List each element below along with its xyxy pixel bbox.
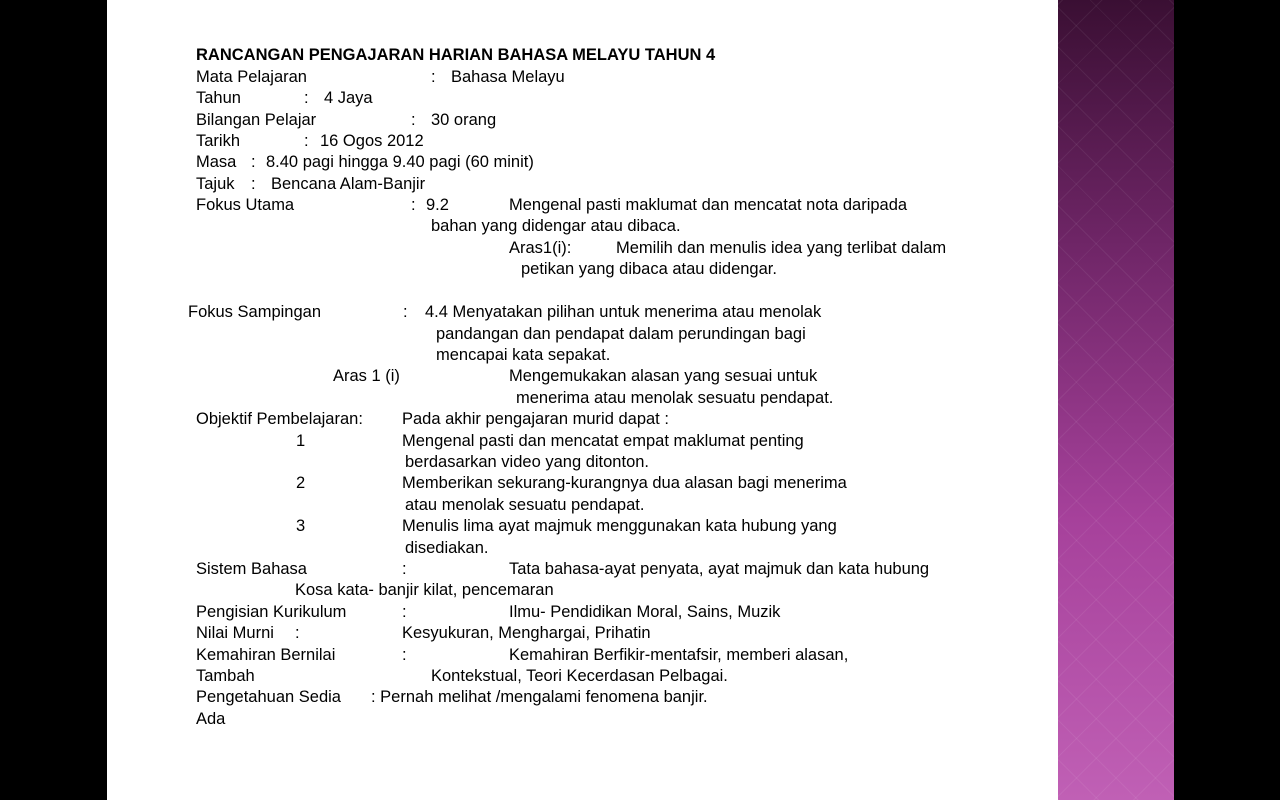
fokus-sampingan-aras-label: Aras 1 (i) [333, 367, 400, 385]
tajuk-value: Bencana Alam-Banjir [271, 175, 426, 193]
fokus-sampingan-label: Fokus Sampingan [188, 303, 321, 321]
bilangan-value: 30 orang [431, 111, 497, 129]
nilai-label: Nilai Murni [196, 624, 274, 642]
objektif-item-number: 1 [296, 432, 306, 450]
fokus-utama-code: 9.2 [426, 196, 449, 214]
objektif-item-line1: Memberikan sekurang-kurangnya dua alasan bagi menerima [402, 474, 847, 492]
fokus-sampingan-line2: pandangan dan pendapat dalam perundingan bagi [436, 325, 806, 343]
bilangan-label: Bilangan Pelajar [196, 111, 317, 129]
separator: : [411, 111, 416, 129]
objektif-item-line1: Mengenal pasti dan mencatat empat maklumat penting [402, 432, 804, 450]
objektif-label: Objektif Pembelajaran: [196, 410, 363, 428]
objektif-item-line2: berdasarkan video yang ditonton. [405, 453, 650, 471]
kemahiran-label-line2: Tambah [196, 667, 255, 685]
fokus-sampingan-line1: 4.4 Menyatakan pilihan untuk menerima atau menolak [425, 303, 822, 321]
tajuk-label: Tajuk [196, 175, 235, 193]
fokus-sampingan-aras-line2: menerima atau menolak sesuatu pendapat. [516, 389, 834, 407]
fokus-utama-aras-label: Aras1(i): [509, 239, 572, 257]
separator: : [251, 153, 256, 171]
kemahiran-line2: Kontekstual, Teori Kecerdasan Pelbagai. [431, 667, 728, 685]
mata-pelajaran-value: Bahasa Melayu [451, 68, 565, 86]
kemahiran-line1: Kemahiran Berfikir-mentafsir, memberi alasan, [509, 646, 849, 664]
fokus-sampingan-aras-line1: Mengemukakan alasan yang sesuai untuk [509, 367, 818, 385]
masa-label: Masa [196, 153, 237, 171]
pengetahuan-label-line1: Pengetahuan Sedia [196, 688, 341, 706]
separator: : [402, 603, 407, 621]
fokus-utama-aras-line2: petikan yang dibaca atau didengar. [521, 260, 777, 278]
kemahiran-label-line1: Kemahiran Bernilai [196, 646, 336, 664]
objektif-item-line1: Menulis lima ayat majmuk menggunakan kata hubung yang [402, 517, 837, 535]
pengisian-value: Ilmu- Pendidikan Moral, Sains, Muzik [509, 603, 781, 621]
separator: : [295, 624, 300, 642]
sistem-bahasa-line1: Tata bahasa-ayat penyata, ayat majmuk dan kata hubung [509, 560, 930, 578]
objektif-item-line2: atau menolak sesuatu pendapat. [405, 496, 645, 514]
fokus-utama-aras-line1: Memilih dan menulis idea yang terlibat dalam [616, 239, 947, 257]
separator: : [431, 68, 436, 86]
separator: : [402, 560, 407, 578]
mata-pelajaran-label: Mata Pelajaran [196, 68, 307, 86]
fokus-utama-line1: Mengenal pasti maklumat dan mencatat nota daripada [509, 196, 908, 214]
objektif-intro: Pada akhir pengajaran murid dapat : [402, 410, 669, 428]
fokus-utama-line2: bahan yang didengar atau dibaca. [431, 217, 681, 235]
objektif-item-number: 3 [296, 517, 306, 535]
fokus-utama-label: Fokus Utama [196, 196, 295, 214]
pengisian-label: Pengisian Kurikulum [196, 603, 347, 621]
tahun-value: 4 Jaya [324, 89, 373, 107]
separator: : [304, 89, 309, 107]
sistem-bahasa-label: Sistem Bahasa [196, 560, 307, 578]
document-title: RANCANGAN PENGAJARAN HARIAN BAHASA MELAYU TAHUN 4 [196, 46, 716, 64]
tahun-label: Tahun [196, 89, 241, 107]
fokus-sampingan-line3: mencapai kata sepakat. [436, 346, 611, 364]
tarikh-value: 16 Ogos 2012 [320, 132, 424, 150]
objektif-item-line2: disediakan. [405, 539, 489, 557]
pengetahuan-value: : Pernah melihat /mengalami fenomena banjir. [371, 688, 708, 706]
sistem-bahasa-line2: Kosa kata- banjir kilat, pencemaran [295, 581, 554, 599]
separator: : [402, 646, 407, 664]
separator: : [304, 132, 309, 150]
separator: : [251, 175, 256, 193]
masa-value: 8.40 pagi hingga 9.40 pagi (60 minit) [266, 153, 534, 171]
pengetahuan-label-line2: Ada [196, 710, 226, 728]
decorative-side-panel [1058, 0, 1174, 800]
objektif-item-number: 2 [296, 474, 306, 492]
nilai-value: Kesyukuran, Menghargai, Prihatin [402, 624, 651, 642]
separator: : [411, 196, 416, 214]
separator: : [403, 303, 408, 321]
tarikh-label: Tarikh [196, 132, 241, 150]
